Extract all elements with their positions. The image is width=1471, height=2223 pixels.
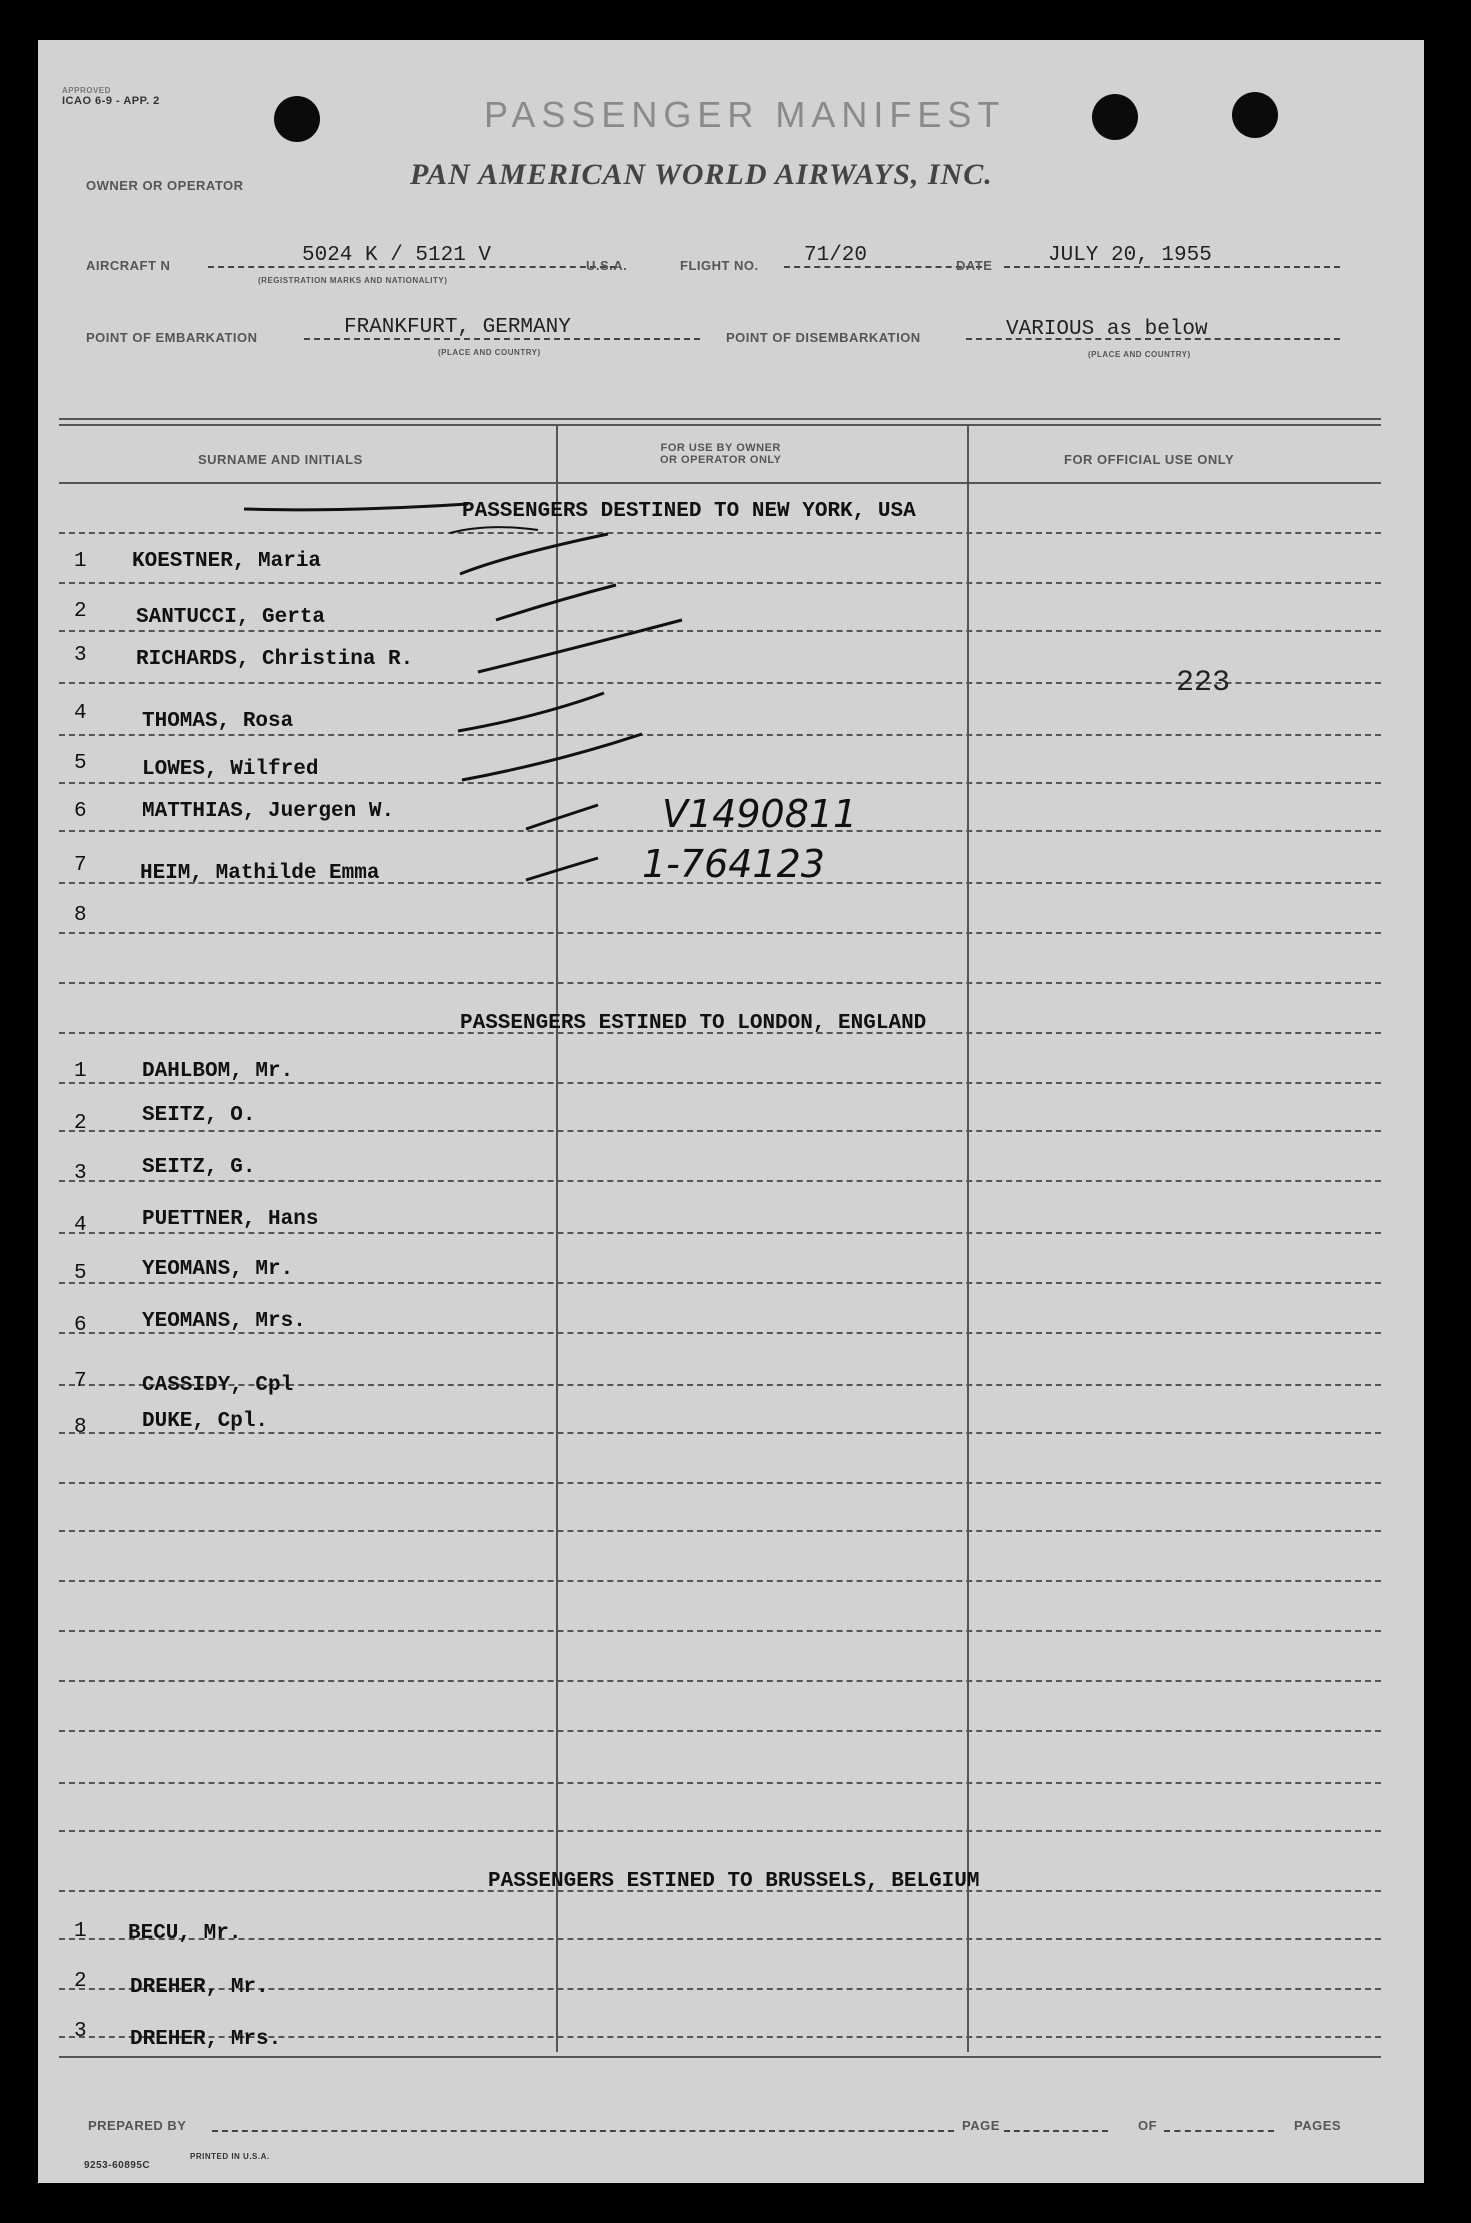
passenger-name: BECU, Mr. bbox=[128, 1922, 242, 1945]
embarkation-label: POINT OF EMBARKATION bbox=[86, 330, 258, 345]
col-surname: SURNAME AND INITIALS bbox=[198, 452, 363, 467]
page-label: PAGE bbox=[962, 2118, 1000, 2133]
col-owner-use-line-2: OR OPERATOR ONLY bbox=[660, 454, 782, 466]
handwritten-passport-number: 1-764123 bbox=[642, 842, 825, 886]
flight-date: JULY 20, 1955 bbox=[1048, 244, 1212, 267]
embarkation-caption: (PLACE AND COUNTRY) bbox=[438, 348, 541, 357]
col-owner-use-line-1: FOR USE BY OWNER bbox=[660, 442, 781, 454]
row-number: 2 bbox=[74, 1970, 87, 1993]
printed-stamp: PRINTED IN U.S.A. bbox=[190, 2152, 270, 2161]
flight-label: FLIGHT NO. bbox=[680, 258, 759, 273]
row-number: 2 bbox=[74, 1112, 87, 1135]
aircraft-label: AIRCRAFT N bbox=[86, 258, 171, 273]
disembarkation-label: POINT OF DISEMBARKATION bbox=[726, 330, 921, 345]
row-number: 6 bbox=[74, 1314, 87, 1337]
passenger-name: SEITZ, G. bbox=[142, 1156, 256, 1179]
country-label: U.S.A. bbox=[586, 258, 628, 273]
row-number: 5 bbox=[74, 752, 87, 775]
owner-value: PAN AMERICAN WORLD AIRWAYS, INC. bbox=[410, 158, 993, 191]
passenger-name: DREHER, Mr. bbox=[130, 1976, 269, 1999]
row-number: 7 bbox=[74, 1370, 87, 1393]
prepared-by-label: PREPARED BY bbox=[88, 2118, 187, 2133]
row-number: 8 bbox=[74, 1416, 87, 1439]
passenger-name: THOMAS, Rosa bbox=[142, 710, 294, 733]
section-heading: PASSENGERS ESTINED TO LONDON, ENGLAND bbox=[460, 1012, 927, 1035]
passenger-name: YEOMANS, Mrs. bbox=[142, 1310, 306, 1333]
col-official-use: FOR OFFICIAL USE ONLY bbox=[1064, 452, 1235, 467]
row-number: 4 bbox=[74, 1214, 87, 1237]
disembarkation-value: VARIOUS as below bbox=[1006, 318, 1208, 341]
passenger-name: LOWES, Wilfred bbox=[142, 758, 319, 781]
embarkation-value: FRANKFURT, GERMANY bbox=[344, 316, 571, 339]
row-number: 1 bbox=[74, 1060, 87, 1083]
passenger-name: PUETTNER, Hans bbox=[142, 1208, 319, 1231]
row-number: 3 bbox=[74, 2020, 87, 2043]
passenger-name: SANTUCCI, Gerta bbox=[136, 606, 326, 629]
row-number: 8 bbox=[74, 904, 87, 927]
manifest-page bbox=[38, 40, 1424, 2183]
registration-caption: (REGISTRATION MARKS AND NATIONALITY) bbox=[258, 276, 448, 285]
form-title: PASSENGER MANIFEST bbox=[484, 94, 1006, 135]
row-number: 6 bbox=[74, 800, 87, 823]
passenger-name: DREHER, Mrs. bbox=[130, 2028, 282, 2051]
disembarkation-caption: (PLACE AND COUNTRY) bbox=[1088, 350, 1191, 359]
flight-number: 71/20 bbox=[804, 244, 868, 267]
official-note: 223 bbox=[1176, 666, 1231, 700]
row-number: 1 bbox=[74, 1920, 87, 1943]
aircraft-registration: 5024 K / 5121 V bbox=[302, 244, 492, 267]
passenger-name: DUKE, Cpl. bbox=[142, 1410, 269, 1433]
of-label: OF bbox=[1138, 2118, 1158, 2133]
section-heading: PASSENGERS DESTINED TO NEW YORK, USA bbox=[462, 500, 916, 523]
handwritten-passport-number: V1490811 bbox=[662, 792, 858, 836]
passenger-name: RICHARDS, Christina R. bbox=[136, 648, 414, 671]
passenger-name: SEITZ, O. bbox=[142, 1104, 256, 1127]
row-number: 1 bbox=[74, 550, 87, 573]
pages-label: PAGES bbox=[1294, 2118, 1342, 2133]
row-number: 7 bbox=[74, 854, 87, 877]
row-number: 2 bbox=[74, 600, 87, 623]
row-number: 4 bbox=[74, 702, 87, 725]
passenger-name: KOESTNER, Maria bbox=[132, 550, 322, 573]
owner-label: OWNER OR OPERATOR bbox=[86, 178, 244, 193]
passenger-name: MATTHIAS, Juergen W. bbox=[142, 800, 395, 823]
passenger-name: YEOMANS, Mr. bbox=[142, 1258, 294, 1281]
form-code: 9253-60895C bbox=[84, 2160, 151, 2171]
approval-stamp-line-1: APPROVED bbox=[62, 86, 111, 95]
section-heading: PASSENGERS ESTINED TO BRUSSELS, BELGIUM bbox=[488, 1870, 980, 1893]
passenger-name: HEIM, Mathilde Emma bbox=[140, 862, 380, 885]
passenger-name: CASSIDY, Cpl bbox=[142, 1374, 294, 1397]
row-number: 5 bbox=[74, 1262, 87, 1285]
approval-stamp-line-2: ICAO 6-9 - APP. 2 bbox=[62, 95, 160, 107]
row-number: 3 bbox=[74, 644, 87, 667]
passenger-name: DAHLBOM, Mr. bbox=[142, 1060, 294, 1083]
row-number: 3 bbox=[74, 1162, 87, 1185]
date-label: DATE bbox=[956, 258, 993, 273]
